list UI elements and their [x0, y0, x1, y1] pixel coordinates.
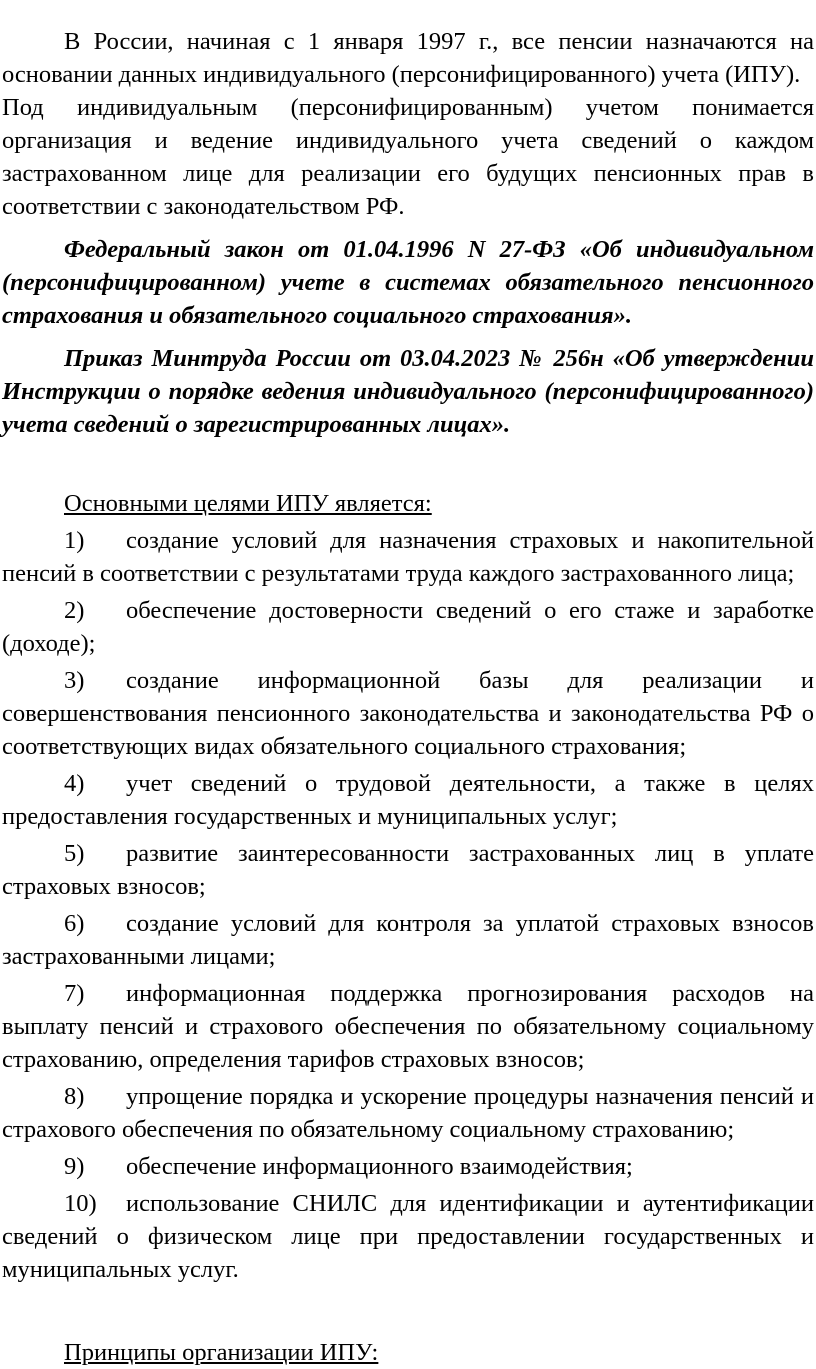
list-item: [2, 524, 814, 590]
law-reference-order: Приказ Минтруда России от 03.04.2023 № 256н «Об утверждении Инструкции о порядке ведения индивидуального (персонифицированного) учета сведений о зарегистрированных лицах».: [2, 345, 814, 438]
list-item: [2, 594, 814, 660]
list-item-text: обеспечение достоверности сведений о его стаже и заработке (доходе);: [2, 597, 814, 657]
law-reference-federal: Федеральный закон от 01.04.1996 N 27-ФЗ «Об индивидуальном (персонифицированном) учете в системах обязательного пенсионного страхования и обязательного социального страхования».: [2, 236, 814, 329]
list-item: [2, 1080, 814, 1146]
list-item-text: создание информационной базы для реализации и совершенствования пенсионного законодательства и законодательства РФ о соответствующих видах обязательного социального страхования;: [2, 667, 814, 760]
list-item: [2, 837, 814, 903]
list-item-text: обеспечение информационного взаимодействия;: [126, 1153, 633, 1180]
list-item: [2, 977, 814, 1076]
list-item-number: 5): [64, 840, 85, 867]
list-item-text: создание условий для назначения страховых и накопительной пенсий в соответствии с результатами труда каждого застрахованного лица;: [2, 527, 814, 587]
list-item: [2, 664, 814, 763]
list-item-number: 2): [64, 597, 85, 624]
list-item-number: 10): [64, 1190, 97, 1217]
list-item-text: создание условий для контроля за уплатой страховых взносов застрахованными лицами;: [2, 910, 814, 970]
intro-paragraph-1: В России, начиная с 1 января 1997 г., все пенсии назначаются на основании данных индивидуального (персонифицированного) учета (ИПУ).: [2, 28, 814, 88]
principles-heading: Принципы организации ИПУ:: [64, 1339, 379, 1366]
list-item-text: информационная поддержка прогнозирования расходов на выплату пенсий и страхового обеспечения по обязательному социальному страхованию, определения тарифов страховых взносов;: [2, 980, 814, 1073]
list-item-number: 6): [64, 910, 85, 937]
list-item-number: 4): [64, 770, 85, 797]
list-item-number: 8): [64, 1083, 85, 1110]
list-item-text: упрощение порядка и ускорение процедуры назначения пенсий и страхового обеспечения по обязательному социальному страхованию;: [2, 1083, 814, 1143]
list-item-text: использование СНИЛС для идентификации и аутентификации сведений о физическом лице при предоставлении государственных и муниципальных услуг.: [2, 1190, 814, 1283]
list-item: [2, 1187, 814, 1286]
list-item-number: 7): [64, 980, 85, 1007]
list-item: [2, 767, 814, 833]
list-item-number: 9): [64, 1153, 85, 1180]
intro-paragraph-2: Под индивидуальным (персонифицированным) учетом понимается организация и ведение индивидуального учета сведений о каждом застрахованном лице для реализации его будущих пенсионных прав в соответствии с законодательством РФ.: [2, 94, 814, 220]
goals-heading: Основными целями ИПУ является:: [64, 490, 432, 517]
list-item-number: 3): [64, 667, 85, 694]
list-item-number: 1): [64, 527, 85, 554]
goals-list: [2, 524, 814, 1286]
list-item-text: учет сведений о трудовой деятельности, а также в целях предоставления государственных и муниципальных услуг;: [2, 770, 814, 830]
list-item: [2, 907, 814, 973]
list-item: [2, 1150, 814, 1183]
list-item-text: развитие заинтересованности застрахованных лиц в уплате страховых взносов;: [2, 840, 814, 900]
